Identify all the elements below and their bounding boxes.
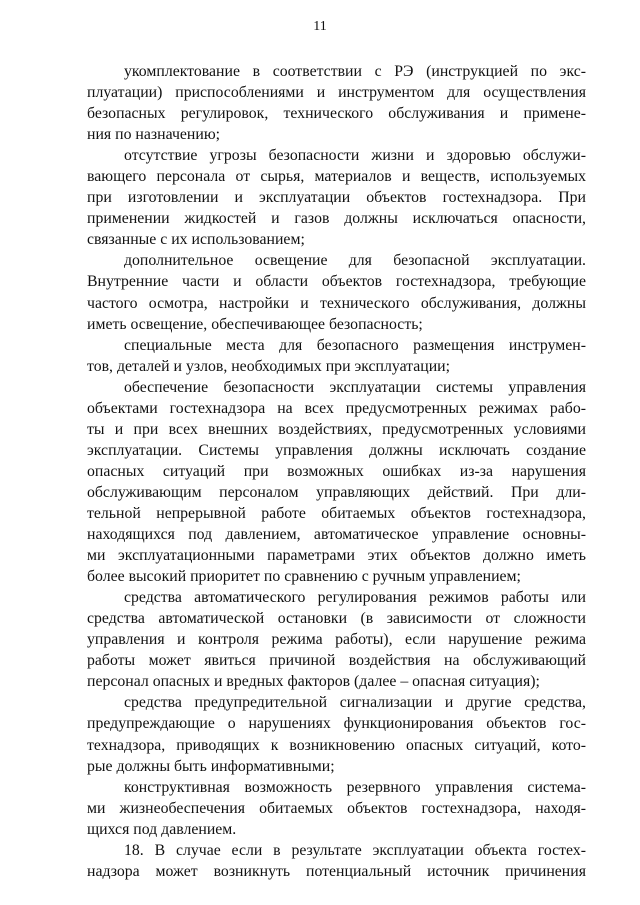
text-line: специальные места для безопасного размещения инструмен- [124, 336, 586, 354]
text-line: конструктивная возможность резервного управления система- [124, 778, 586, 796]
text-line: Внутренние части и области объектов гостехнадзора, требующие [87, 273, 586, 291]
text-line: работы может явиться причиной воздействия на обслуживающий [87, 652, 586, 670]
text-line: связанные с их использованием; [87, 231, 305, 249]
text-line: укомплектование в соответствии с РЭ (инструкцией по экс- [124, 63, 586, 80]
text-line: средства предупредительной сигнализации и другие средства, [124, 694, 586, 712]
text-line: при изготовлении и эксплуатации объектов гостехнадзора. При [87, 189, 586, 207]
text-line: отсутствие угрозы безопасности жизни и здоровью обслужи- [124, 147, 586, 165]
body-text [87, 61, 586, 882]
text-line: плуатации) приспособлениями и инструментом для осуществления [87, 84, 586, 102]
text-line: находящихся под давлением, автоматическое управление основны- [87, 526, 586, 544]
text-line: управления и контроля режима работы), если нарушение режима [87, 631, 586, 649]
text-line: обслуживающим персоналом управляющих действий. При дли- [87, 483, 586, 501]
text-line: ты и при всех внешних воздействиях, предусмотренных условиями [87, 420, 586, 438]
text-line: частого осмотра, настройки и технического обслуживания, должны [87, 294, 586, 312]
text-line: 18. В случае если в результате эксплуатации объекта гостех- [124, 841, 586, 859]
text-line: дополнительное освещение для безопасной эксплуатации. [124, 252, 586, 270]
text-line: персонал опасных и вредных факторов (далее – опасная ситуация); [87, 673, 540, 691]
text-line: технадзора, приводящих к возникновению опасных ситуаций, кото- [87, 736, 586, 754]
text-line: эксплуатации. Системы управления должны исключать создание [87, 441, 586, 459]
text-line: ми эксплуатационными параметрами этих объектов должно иметь [87, 547, 586, 565]
text-line: ми жизнеобеспечения обитаемых объектов гостехнадзора, находя- [87, 799, 586, 817]
text-line: тельной непрерывной работе обитаемых объектов гостехнадзора, [87, 504, 586, 522]
page-number: 11 [313, 19, 327, 34]
text-line: ния по назначению; [87, 126, 221, 144]
text-line: более высокий приоритет по сравнению с ручным управлением; [87, 568, 521, 586]
text-line: надзора может возникнуть потенциальный источник причинения [87, 862, 586, 880]
text-line: вающего персонала от сырья, материалов и веществ, используемых [87, 168, 586, 186]
text-line: обеспечение безопасности эксплуатации системы управления [124, 378, 586, 396]
text-line: средства автоматической остановки (в зависимости от сложности [87, 610, 586, 628]
text-line: тов, деталей и узлов, необходимых при эксплуатации; [87, 357, 451, 375]
text-line: щихся под давлением. [87, 820, 237, 838]
text-line: безопасных регулировок, технического обслуживания и примене- [87, 105, 586, 123]
text-line: рые должны быть информативными; [87, 757, 335, 775]
text-line: средства автоматического регулирования режимов работы или [124, 589, 586, 607]
text-line: иметь освещение, обеспечивающее безопасность; [87, 315, 423, 333]
text-line: предупреждающие о нарушениях функционирования объектов гос- [87, 715, 586, 733]
text-line: опасных ситуаций при возможных ошибках из-за нарушения [87, 462, 586, 480]
text-line: применении жидкостей и газов должны исключаться опасности, [87, 210, 586, 228]
text-line: объектами гостехнадзора на всех предусмотренных режимах рабо- [87, 399, 586, 417]
